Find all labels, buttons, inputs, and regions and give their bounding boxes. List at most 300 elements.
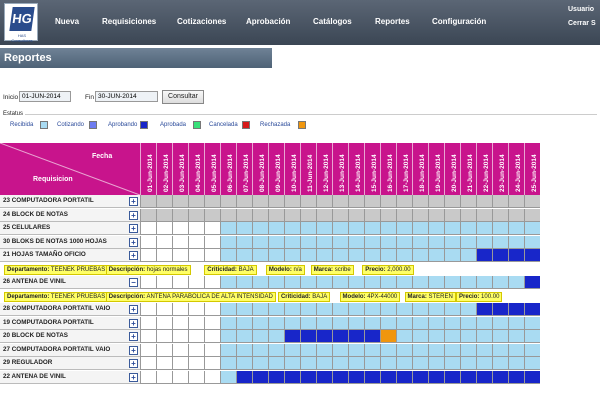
status-cell [300, 330, 316, 343]
status-cell [316, 317, 332, 330]
nav-cotizaciones[interactable]: Cotizaciones [177, 17, 227, 26]
header-fecha: Fecha [92, 153, 113, 160]
status-cell [348, 330, 364, 343]
nav-nueva[interactable]: Nueva [55, 17, 80, 26]
row-detail [0, 263, 600, 276]
status-cell [204, 371, 220, 384]
status-cell [348, 209, 364, 222]
status-cell [492, 276, 508, 289]
status-cell [156, 195, 172, 208]
status-cell [220, 371, 236, 384]
status-cell [412, 371, 428, 384]
status-cell [332, 357, 348, 370]
status-cell [492, 330, 508, 343]
status-cell [460, 236, 476, 249]
detail-criticidad-label: Criticidad: [207, 266, 237, 273]
status-cell [316, 357, 332, 370]
legend-swatch-aprobada [193, 121, 201, 129]
status-cell [444, 209, 460, 222]
status-cell [332, 236, 348, 249]
date-column-header [140, 143, 156, 195]
detail-descripcion-value: hojas normales [145, 266, 188, 273]
date-label: 12-Jun-2014 [323, 154, 330, 192]
estatus-title: Estatus [3, 111, 24, 117]
status-cell [428, 236, 444, 249]
row-label: 30 BLOKS DE NOTAS 1000 HOJAS [0, 236, 140, 249]
status-cell [316, 371, 332, 384]
status-cell [172, 330, 188, 343]
status-cell [252, 303, 268, 316]
status-cell [524, 344, 540, 357]
status-cell [428, 344, 444, 357]
status-cell [492, 222, 508, 235]
status-cell [252, 195, 268, 208]
date-label: 10-Jun-2014 [291, 154, 298, 192]
legend-label-rechazada: Rechazada [260, 122, 291, 128]
detail-descripcion-label: Descripción: [108, 266, 146, 273]
date-label: 05-Jun-2014 [211, 154, 218, 192]
detail-marca-value: scribe [333, 266, 351, 273]
status-cell [380, 276, 396, 289]
logo-subtitle: HAS Consultores [11, 33, 33, 43]
detail-marca [405, 292, 456, 302]
detail-modelo [266, 265, 305, 275]
status-cell [188, 249, 204, 262]
status-cell [220, 330, 236, 343]
date-label: 24-Jun-2014 [515, 154, 522, 192]
status-cell [428, 276, 444, 289]
status-cell [444, 371, 460, 384]
status-cell [252, 371, 268, 384]
status-cell [140, 222, 156, 235]
detail-modelo-label: Modelo: [342, 293, 366, 300]
detail-precio [362, 265, 413, 275]
status-cell [364, 317, 380, 330]
user-menu [568, 6, 598, 34]
date-column-header [300, 143, 316, 195]
status-cell [508, 276, 524, 289]
table-row [0, 344, 600, 357]
date-label: 07-Jun-2014 [243, 154, 250, 192]
expand-toggle-button[interactable]: + [129, 305, 138, 314]
expand-toggle-button[interactable]: + [129, 359, 138, 368]
date-column-header [284, 143, 300, 195]
date-label: 20-Jun-2014 [451, 154, 458, 192]
status-cell [428, 330, 444, 343]
table-row [0, 330, 600, 343]
status-cell [332, 303, 348, 316]
table-row [0, 276, 600, 289]
status-cell [300, 303, 316, 316]
status-cell [284, 303, 300, 316]
status-cell [268, 276, 284, 289]
expand-toggle-button[interactable]: + [129, 346, 138, 355]
status-cell [380, 317, 396, 330]
table-row [0, 222, 600, 235]
status-cell [332, 344, 348, 357]
date-column-header [172, 143, 188, 195]
detail-departamento-value: TEENEK PRUEBAS [49, 293, 106, 300]
status-cell [236, 317, 252, 330]
status-cell [460, 195, 476, 208]
row-detail [0, 290, 600, 303]
date-label: 25-Jun-2014 [531, 154, 538, 192]
status-cell [172, 276, 188, 289]
date-column-header [236, 143, 252, 195]
date-column-header [428, 143, 444, 195]
status-cell [220, 222, 236, 235]
expand-toggle-button[interactable]: − [129, 278, 138, 287]
status-cell [396, 344, 412, 357]
status-cell [380, 330, 396, 343]
status-cell [476, 276, 492, 289]
status-cell [396, 357, 412, 370]
status-cell [172, 357, 188, 370]
row-label: 25 CELULARES [0, 222, 140, 235]
status-cell [332, 222, 348, 235]
status-cell [524, 236, 540, 249]
user-name[interactable]: Usuario [568, 6, 595, 13]
status-cell [268, 330, 284, 343]
detail-precio-value: 2,000.00 [385, 266, 411, 273]
table-row [0, 303, 600, 316]
detail-modelo-value: n/a [291, 266, 302, 273]
status-cell [140, 209, 156, 222]
status-cell [156, 357, 172, 370]
status-cell [268, 249, 284, 262]
status-cell [300, 195, 316, 208]
row-label: 29 REGULADOR [0, 357, 140, 370]
status-cell [252, 222, 268, 235]
status-cell [236, 276, 252, 289]
status-cell [220, 303, 236, 316]
status-cell [524, 276, 540, 289]
date-label: 17-Jun-2014 [403, 154, 410, 192]
status-cell [300, 249, 316, 262]
status-cell [188, 330, 204, 343]
status-cell [508, 371, 524, 384]
status-cell [492, 236, 508, 249]
status-cell [300, 371, 316, 384]
status-cell [284, 371, 300, 384]
status-cell [476, 330, 492, 343]
status-cell [444, 222, 460, 235]
date-column-header [524, 143, 540, 195]
status-cell [316, 330, 332, 343]
status-cell [140, 330, 156, 343]
status-cell [364, 276, 380, 289]
status-cell [252, 317, 268, 330]
status-cell [188, 303, 204, 316]
header-requisicion: Requisicion [33, 176, 73, 183]
status-cell [316, 195, 332, 208]
status-cell [460, 344, 476, 357]
status-cell [412, 357, 428, 370]
date-label: 06-Jun-2014 [227, 154, 234, 192]
date-column-header [460, 143, 476, 195]
status-cell [524, 371, 540, 384]
row-label: 22 ANTENA DE VINIL [0, 371, 140, 384]
status-cell [204, 222, 220, 235]
nav-reportes[interactable]: Reportes [375, 17, 410, 26]
date-column-header [396, 143, 412, 195]
status-cell [284, 330, 300, 343]
status-cell [428, 209, 444, 222]
status-cell [508, 236, 524, 249]
detail-precio-label: Precio: [459, 293, 480, 300]
status-cell [140, 236, 156, 249]
nav-catalogos[interactable]: Catálogos [313, 17, 352, 26]
status-cell [332, 195, 348, 208]
row-label: 26 ANTENA DE VINIL [0, 276, 140, 289]
table-row [0, 209, 600, 222]
status-cell [460, 276, 476, 289]
nav-requisiciones[interactable]: Requisiciones [102, 17, 157, 26]
status-cell [156, 371, 172, 384]
status-cell [140, 357, 156, 370]
table-row [0, 249, 600, 262]
logout-link[interactable]: Cerrar S [568, 20, 596, 27]
status-cell [508, 303, 524, 316]
status-cell [380, 303, 396, 316]
fin-date-input[interactable] [95, 91, 158, 102]
status-cell [252, 236, 268, 249]
detail-precio-label: Precio: [365, 266, 386, 273]
status-cell [364, 209, 380, 222]
detail-departamento [4, 292, 108, 302]
status-cell [412, 236, 428, 249]
legend-label-aprobada: Aprobada [160, 122, 187, 128]
status-cell [316, 236, 332, 249]
status-cell [252, 209, 268, 222]
date-column-header [508, 143, 524, 195]
status-cell [204, 303, 220, 316]
status-cell [204, 317, 220, 330]
status-cell [460, 209, 476, 222]
detail-precio [456, 292, 502, 302]
status-cell [268, 317, 284, 330]
status-cell [348, 222, 364, 235]
expand-toggle-button[interactable]: + [129, 238, 138, 247]
status-cell [268, 195, 284, 208]
status-cell [476, 249, 492, 262]
status-cell [508, 317, 524, 330]
expand-toggle-button[interactable]: + [129, 373, 138, 382]
status-cell [140, 249, 156, 262]
status-cell [476, 195, 492, 208]
date-column-header [156, 143, 172, 195]
status-cell [236, 222, 252, 235]
status-cell [204, 276, 220, 289]
table-row [0, 236, 600, 249]
status-cell [492, 357, 508, 370]
status-cell [396, 330, 412, 343]
detail-criticidad-value: BAJA [236, 266, 254, 273]
status-cell [492, 195, 508, 208]
legend-swatch-cotizando [89, 121, 97, 129]
status-cell [188, 236, 204, 249]
status-cell [156, 344, 172, 357]
fin-label: Fin [85, 94, 95, 101]
nav-configuracion[interactable]: Configuración [432, 17, 487, 26]
status-cell [316, 344, 332, 357]
status-cell [524, 317, 540, 330]
status-cell [412, 344, 428, 357]
status-cell [348, 344, 364, 357]
row-label: 23 COMPUTADORA PORTATIL [0, 195, 140, 208]
status-cell [444, 317, 460, 330]
app-logo[interactable] [4, 3, 38, 41]
expand-toggle-button[interactable]: + [129, 319, 138, 328]
status-cell [188, 209, 204, 222]
status-cell [268, 222, 284, 235]
status-cell [524, 209, 540, 222]
status-cell [156, 249, 172, 262]
date-column-header [364, 143, 380, 195]
status-cell [396, 276, 412, 289]
status-cell [284, 249, 300, 262]
header-diagonal [0, 143, 140, 195]
status-cell [508, 209, 524, 222]
status-cell [380, 249, 396, 262]
status-cell [348, 317, 364, 330]
date-label: 13-Jun-2014 [339, 154, 346, 192]
status-cell [252, 330, 268, 343]
status-cell [188, 357, 204, 370]
status-cell [220, 317, 236, 330]
row-label: 21 HOJAS TAMAÑO OFICIO [0, 249, 140, 262]
status-cell [316, 249, 332, 262]
status-cell [188, 276, 204, 289]
status-cell [332, 276, 348, 289]
date-label: 19-Jun-2014 [435, 154, 442, 192]
status-cell [364, 330, 380, 343]
date-column-header [380, 143, 396, 195]
status-cell [284, 317, 300, 330]
status-cell [460, 303, 476, 316]
status-cell [412, 303, 428, 316]
status-cell [316, 303, 332, 316]
status-cell [524, 222, 540, 235]
status-cell [476, 357, 492, 370]
status-cell [172, 249, 188, 262]
date-label: 02-Jun-2014 [163, 154, 170, 192]
status-cell [492, 371, 508, 384]
inicio-label: Inicio [3, 94, 19, 101]
legend-swatch-aprobando [140, 121, 148, 129]
status-cell [444, 236, 460, 249]
status-cell [524, 249, 540, 262]
inicio-date-input[interactable] [19, 91, 71, 102]
legend-label-cancelada: Cancelada [209, 122, 238, 128]
top-navbar [0, 0, 600, 45]
status-cell [348, 357, 364, 370]
status-cell [284, 236, 300, 249]
status-cell [236, 209, 252, 222]
status-cell [364, 357, 380, 370]
detail-criticidad-value: BAJA [310, 293, 328, 300]
status-cell [172, 209, 188, 222]
detail-marca-label: Marca: [407, 293, 427, 300]
status-cell [268, 236, 284, 249]
date-column-header [332, 143, 348, 195]
expand-toggle-button[interactable]: + [129, 197, 138, 206]
status-cell [348, 276, 364, 289]
status-cell [476, 209, 492, 222]
detail-descripcion [106, 265, 191, 275]
status-cell [492, 209, 508, 222]
date-label: 03-Jun-2014 [179, 154, 186, 192]
detail-descripcion-label: Descripción: [108, 293, 146, 300]
consultar-button[interactable]: Consultar [162, 90, 204, 104]
status-cell [428, 357, 444, 370]
status-cell [156, 209, 172, 222]
status-cell [476, 222, 492, 235]
detail-modelo-label: Modelo: [268, 266, 292, 273]
status-cell [364, 344, 380, 357]
status-cell [252, 344, 268, 357]
status-cell [284, 195, 300, 208]
status-cell [460, 249, 476, 262]
status-cell [188, 344, 204, 357]
status-cell [524, 195, 540, 208]
status-cell [460, 222, 476, 235]
status-cell [268, 303, 284, 316]
status-cell [156, 236, 172, 249]
status-cell [284, 276, 300, 289]
status-cell [380, 222, 396, 235]
status-cell [316, 276, 332, 289]
status-cell [188, 222, 204, 235]
status-cell [444, 344, 460, 357]
expand-toggle-button[interactable]: + [129, 251, 138, 260]
status-cell [204, 357, 220, 370]
status-cell [508, 330, 524, 343]
status-cell [508, 222, 524, 235]
detail-descripcion [106, 292, 276, 302]
status-cell [348, 303, 364, 316]
status-cell [380, 344, 396, 357]
grid-header-corner [0, 143, 140, 195]
status-cell [508, 357, 524, 370]
status-cell [364, 236, 380, 249]
date-label: 08-Jun-2014 [259, 154, 266, 192]
status-cell [172, 344, 188, 357]
date-label: 14-Jun-2014 [355, 154, 362, 192]
status-cell [252, 276, 268, 289]
status-cell [428, 317, 444, 330]
status-cell [220, 357, 236, 370]
status-cell [188, 195, 204, 208]
status-cell [332, 209, 348, 222]
expand-toggle-button[interactable]: + [129, 224, 138, 233]
nav-aprobacion[interactable]: Aprobación [246, 17, 291, 26]
status-cell [268, 357, 284, 370]
row-label: 28 COMPUTADORA PORTATIL VAIO [0, 303, 140, 316]
expand-toggle-button[interactable]: + [129, 332, 138, 341]
status-cell [364, 303, 380, 316]
status-cell [236, 357, 252, 370]
page-title: Reportes [0, 48, 272, 68]
status-cell [412, 195, 428, 208]
status-cell [396, 195, 412, 208]
status-cell [172, 371, 188, 384]
status-cell [460, 357, 476, 370]
detail-criticidad-label: Criticidad: [280, 293, 311, 300]
row-label: 20 BLOCK DE NOTAS [0, 330, 140, 343]
status-cell [220, 236, 236, 249]
expand-toggle-button[interactable]: + [129, 211, 138, 220]
